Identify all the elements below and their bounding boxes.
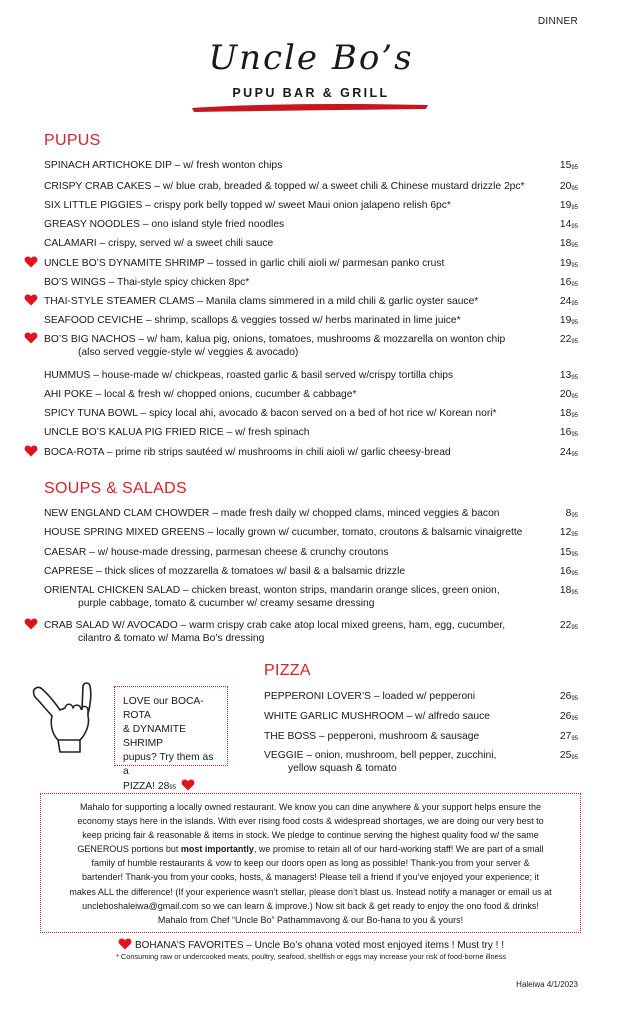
menu-item-price: 1295 [559,527,578,538]
menu-item [44,546,578,559]
menu-item [44,619,578,645]
location-date: Haleiwa 4/1/2023 [516,980,578,989]
menu-item-description: ORIENTAL CHICKEN SALAD – chicken breast, wonton strips, mandarin orange slices, green onion, [44,585,500,596]
food-safety-disclaimer: * Consuming raw or undercooked meats, poultry, seafood, shellfish or eggs may increase your risk of food-borne illness [115,952,507,961]
section-title-soups-salads: SOUPS & SALADS [44,480,187,497]
menu-item [44,526,578,539]
menu-item-price: 1995 [559,258,578,269]
menu-item [44,369,578,382]
menu-item [44,426,578,439]
menu-item-price: 1695 [559,566,578,577]
menu-item-price: 2095 [559,181,578,192]
mahalo-line: family of humble restaurants & vow to keep our doors open as long as possible! Thank-you from your server & [91,858,530,869]
mahalo-line: bartender! Thank-you from your cooks, hosts, & managers! Please tell a friend if you’ve enjoyed your experience; it [81,872,540,883]
menu-item-description: NEW ENGLAND CLAM CHOWDER – made fresh daily w/ chopped clams, minced veggies & bacon [44,508,500,519]
menu-item [44,237,578,250]
menu-item-price: 2495 [559,447,578,458]
menu-item [44,565,578,578]
menu-item-description: UNCLE BO’S KALUA PIG FRIED RICE – w/ fresh spinach [44,427,310,438]
menu-item [44,584,578,610]
menu-item [264,749,578,775]
menu-item-description: GREASY NOODLES – ono island style fried noodles [44,219,285,230]
menu-item-description: HOUSE SPRING MIXED GREENS – locally grown w/ cucumber, tomato, croutons & balsamic vinaigrette [44,527,523,538]
heart-icon [24,294,38,310]
heart-icon [24,618,38,634]
menu-item [264,710,578,723]
mahalo-line: GENEROUS portions but most importantly, we promise to retain all of our hard-working staff! We are part of a small [77,844,544,855]
menu-item-price: 1895 [559,408,578,419]
menu-item-description-continued: purple cabbage, tomato & cucumber w/ creamy sesame dressing [78,598,375,609]
menu-item-description-continued: yellow squash & tomato [288,763,397,774]
menu-item-description: VEGGIE – onion, mushroom, bell pepper, zucchini, [264,750,497,761]
section-title-pupus: PUPUS [44,132,101,149]
menu-item-description: CALAMARI – crispy, served w/ a sweet chili sauce [44,238,274,249]
mahalo-line: economy stays here in the islands. With ever rising food costs & widespread shortages, we are doing our very best to [77,816,544,827]
menu-item-description: THE BOSS – pepperoni, mushroom & sausage [264,731,480,742]
mahalo-line: uncleboshaleiwa@gmail.com so we can learn & improve.) Now sit back & get ready to enjoy the ono food & drinks! [82,900,539,911]
menu-item-description-continued: cilantro & tomato w/ Mama Bo’s dressing [78,633,265,644]
logo-brush-stroke [190,101,430,113]
promo-line: LOVE our BOCA-ROTA [123,696,204,721]
favorites-legend: BOHANA’S FAVORITES – Uncle Bo’s ohana voted most enjoyed items ! Must try ! ! [0,938,622,951]
menu-item-description: BO’S WINGS – Thai-style spicy chicken 8pc* [44,277,250,288]
menu-item [44,314,578,327]
menu-item-description: CRAB SALAD W/ AVOCADO – warm crispy crab cake atop local mixed greens, ham, egg, cucumber, [44,620,506,631]
mahalo-line: makes ALL the difference! (If your experience wasn’t stellar, please don’t blast us. Instead notify a manager or email us at [69,886,552,897]
menu-item-price: 2795 [559,731,578,742]
menu-item-price: 2495 [559,296,578,307]
menu-item [44,295,578,308]
menu-item [44,180,578,193]
menu-item-description: HUMMUS – house-made w/ chickpeas, roasted garlic & basil served w/crispy tortilla chips [44,370,454,381]
mahalo-line: Mahalo from Chef “Uncle Bo” Pathammavong & our Bo-hana to you & yours! [157,914,464,925]
menu-item [44,218,578,231]
promo-line: pupus? Try them as a [123,752,214,777]
menu-item-price: 2595 [559,750,578,761]
mahalo-line: keep pricing fair & reasonable & items in stock. We pledge to continue serving the highest quality food w/ the same [82,830,539,841]
menu-item [44,407,578,420]
menu-item [44,446,578,459]
menu-item [44,159,578,172]
shaka-hand-icon [30,680,94,756]
menu-item-description: UNCLE BO’S DYNAMITE SHRIMP – tossed in garlic chili aioli w/ parmesan panko crust [44,258,445,269]
menu-item-description: THAI-STYLE STEAMER CLAMS – Manila clams simmered in a mild chili & garlic oyster sauce* [44,296,479,307]
menu-item-description-continued: (also served veggie-style w/ veggies & avocado) [78,347,299,358]
menu-item-price: 2695 [559,711,578,722]
menu-item [44,276,578,289]
heart-icon [118,938,132,950]
menu-item-description: CAPRESE – thick slices of mozzarella & tomatoes w/ basil & a balsamic drizzle [44,566,406,577]
menu-item-price: 1995 [559,200,578,211]
menu-item-description: AHI POKE – local & fresh w/ chopped onions, cucumber & cabbage* [44,389,357,400]
section-title-pizza: PIZZA [264,662,311,679]
menu-item-price: 895 [565,508,578,519]
menu-item [264,730,578,743]
menu-item-price: 1695 [559,427,578,438]
menu-item-description: SPICY TUNA BOWL – spicy local ahi, avocado & bacon served on a bed of hot rice w/ Korean nori* [44,408,497,419]
restaurant-logo-subtitle: PUPU BAR & GRILL [232,86,390,100]
restaurant-logo-name: Uncle Bo’s [208,38,414,78]
menu-item-price: 1495 [559,219,578,230]
promo-line: PIZZA! 2895 [123,779,219,795]
menu-item-description: PEPPERONI LOVER’S – loaded w/ pepperoni [264,691,476,702]
menu-item-price: 2295 [559,334,578,345]
menu-item-description: SEAFOOD CEVICHE – shrimp, scallops & veggies tossed w/ herbs marinated in lime juice* [44,315,461,326]
menu-item-price: 2095 [559,389,578,400]
menu-item-description: SPINACH ARTICHOKE DIP – w/ fresh wonton chips [44,160,283,171]
heart-icon [24,332,38,348]
menu-item-description: CAESAR – w/ house-made dressing, parmesan cheese & crunchy croutons [44,547,389,558]
mahalo-message-box [40,793,581,933]
menu-item-price: 1595 [559,547,578,558]
menu-item-price: 1895 [559,238,578,249]
menu-item-description: CRISPY CRAB CAKES – w/ blue crab, breaded & topped w/ a sweet chili & Chinese mustard drizzle 2pc* [44,181,525,192]
menu-item-description: BO’S BIG NACHOS – w/ ham, kalua pig, onions, tomatoes, mushrooms & mozzarella on wonton chip [44,334,506,345]
menu-item-price: 2295 [559,620,578,631]
heart-icon [181,779,195,791]
menu-item-price: 1695 [559,277,578,288]
menu-item-description: BOCA-ROTA – prime rib strips sautéed w/ mushrooms in chili aioli w/ garlic cheesy-bread [44,447,451,458]
menu-item-price: 1395 [559,370,578,381]
heart-icon [24,445,38,461]
promo-box [114,686,228,792]
heart-icon [24,256,38,272]
menu-item [44,388,578,401]
menu-item [44,199,578,212]
promo-line: & DYNAMITE SHRIMP [123,724,186,749]
menu-item-description: SIX LITTLE PIGGIES – crispy pork belly topped w/ sweet Maui onion jalapeno relish 6pc* [44,200,451,211]
mahalo-line: Mahalo for supporting a locally owned restaurant. We know you can dine anywhere & your support helps ensure the [79,802,542,812]
menu-item-price: 1895 [559,585,578,596]
menu-item-price: 1595 [559,160,578,171]
menu-item [264,690,578,703]
menu-item-price: 1995 [559,315,578,326]
menu-item [44,507,578,520]
menu-item-description: WHITE GARLIC MUSHROOM – w/ alfredo sauce [264,711,491,722]
menu-type-label: DINNER [537,16,578,27]
menu-item [44,257,578,270]
menu-item [44,333,578,359]
menu-item-price: 2695 [559,691,578,702]
